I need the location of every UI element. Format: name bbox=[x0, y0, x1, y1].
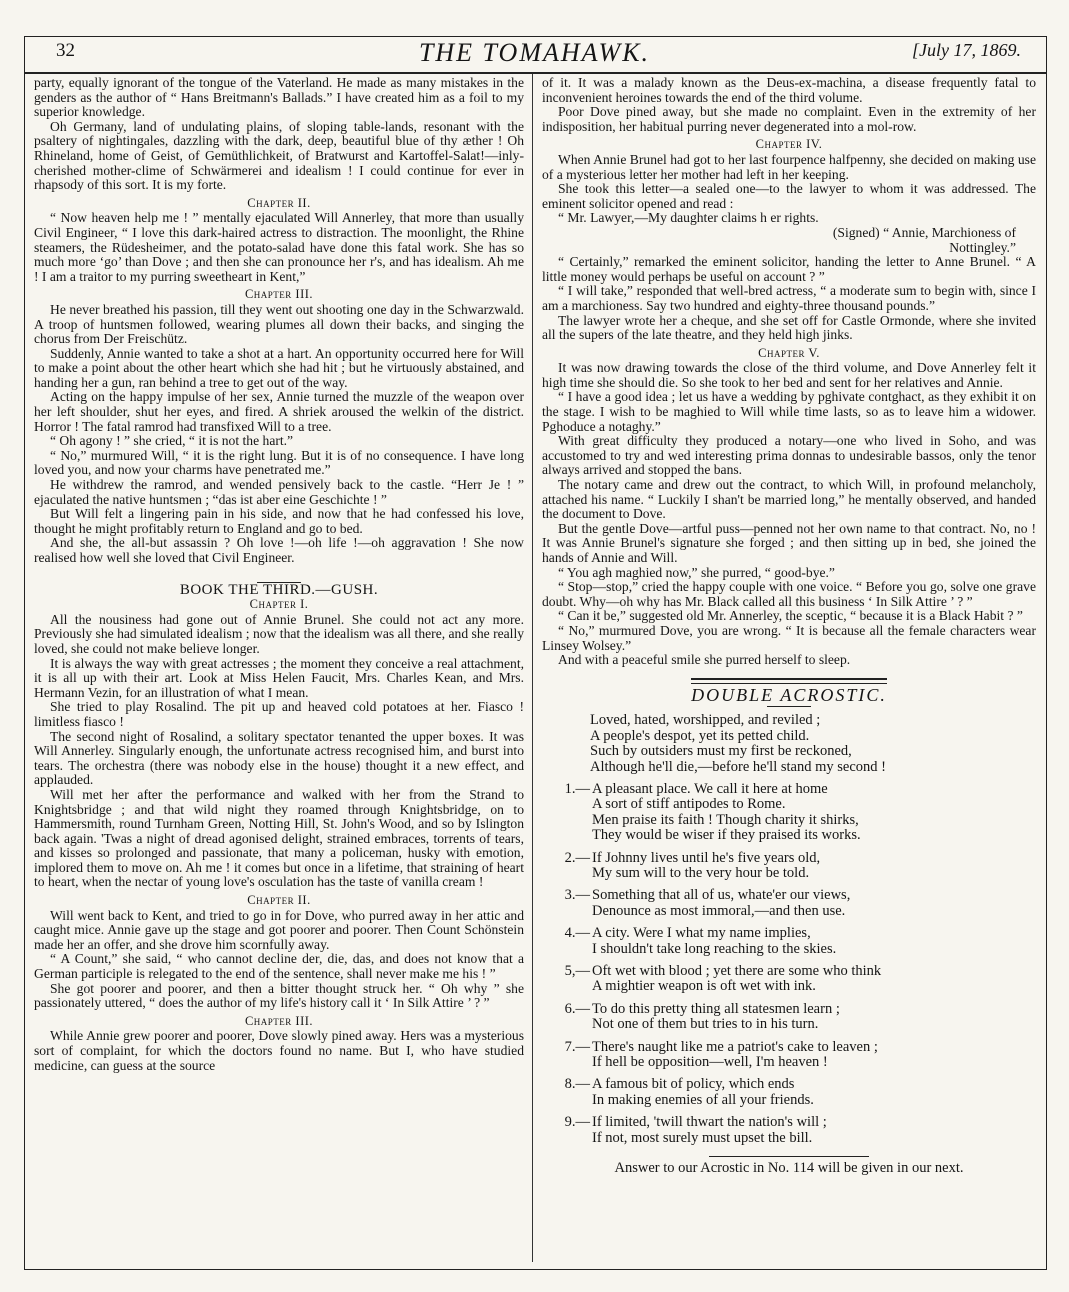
acrostic-intro bbox=[590, 713, 1036, 775]
paragraph: While Annie grew poorer and poorer, Dove slowly pined away. Hers was a mysterious sort of complaint, for which the doctors found no name. But I, who have studied medicine, can guess at the source bbox=[34, 1028, 524, 1073]
poem-line: A city. Were I what my name implies, bbox=[592, 925, 811, 942]
paragraph: Will went back to Kent, and tried to go in for Dove, who purred away in her attic and caught mice. Annie gave up the stage and got poorer and poorer. Then Count Schönstein made her an offer, and she drove him scornfully away. bbox=[34, 907, 524, 952]
chapter-heading: Chapter II. bbox=[247, 195, 311, 210]
paragraph: The second night of Rosalind, a solitary spectator tenanted the upper boxes. It was Will Annerley. Singularly enough, the unfortunate actress recognised him, and burst into tears. The orchestra (there was nobody else in the house) thought it a new effect, and applauded. bbox=[34, 728, 524, 788]
clue-number: 2.— bbox=[564, 849, 590, 866]
clue-number: 4.— bbox=[564, 925, 590, 942]
acrostic-clue bbox=[554, 1115, 1036, 1146]
paragraph: “ No,” murmured Dove, you are wrong. “ It is because all the female characters wear Linsey Wolsey.” bbox=[542, 622, 1036, 653]
poem-line: In making enemies of all your friends. bbox=[592, 1091, 814, 1108]
poem-line: They would be wiser if they praised its works. bbox=[592, 827, 861, 844]
chapter-heading: Chapter III. bbox=[244, 1013, 314, 1028]
poem-line: A sort of stiff antipodes to Rome. bbox=[592, 796, 786, 813]
chapter-heading: Chapter IV. bbox=[755, 137, 823, 152]
paragraph: “ Oh agony ! ” she cried, “ it is not the hart.” bbox=[50, 433, 294, 449]
poem-line: If not, most surely must upset the bill. bbox=[592, 1129, 813, 1146]
paragraph: All the nousiness had gone out of Annie Brunel. She could not act any more. Previously she had simulated idealism ; now that the idealism was all there, and she really loved, she could not make believe longer. bbox=[34, 611, 525, 656]
paragraph: It is always the way with great actresses ; the moment they conceive a real attachment, it is all up with their art. Look at Miss Helen Faucit, Mrs. Charles Kean, and Mrs. Hermann Vezin, for an illustration of what I mean. bbox=[34, 655, 524, 700]
paragraph: She took this letter—a sealed one—to the lawyer to whom it was addressed. The eminent solicitor opened and read : bbox=[542, 181, 1036, 211]
acrostic-clue bbox=[554, 926, 1036, 957]
paragraph: “ Can it be,” suggested old Mr. Annerley, the sceptic, “ because it is a Black Habit ? ” bbox=[558, 608, 1023, 624]
clue-number: 1.— bbox=[564, 780, 590, 797]
clue-number: 3.— bbox=[564, 887, 590, 904]
paragraph: “ I have a good idea ; let us have a wedding by pghivate contghact, as they exhibit it on the stage. I wish to be maghied to Will while time lasts, so as to leave him a widower. Pghoduce a notaghy.” bbox=[542, 389, 1036, 434]
paragraph: When Annie Brunel had got to her last fourpence halfpenny, she decided on making use of a mysterious letter her mother had left in her keeping. bbox=[542, 151, 1036, 182]
letter-signature: (Signed) “ Annie, Marchioness of bbox=[832, 224, 1016, 240]
frame-rule-right bbox=[1046, 36, 1047, 1269]
page-number: 32 bbox=[56, 40, 75, 61]
acrostic-poem bbox=[542, 713, 1036, 1146]
acrostic-clue bbox=[554, 964, 1036, 995]
poem-line: Denounce as most immoral,—and then use. bbox=[592, 902, 846, 919]
chapter-heading: Chapter II. bbox=[247, 893, 311, 908]
frame-rule-bottom bbox=[24, 1269, 1047, 1270]
poem-line: Something that all of us, whate'er our views, bbox=[592, 887, 851, 904]
poem-line: Oft wet with blood ; yet there are some who think bbox=[592, 963, 882, 980]
poem-line: A mightier weapon is oft wet with ink. bbox=[592, 978, 816, 995]
section-double-rule bbox=[691, 678, 887, 684]
answer-rule bbox=[709, 1156, 869, 1157]
poem-line: My sum will to the very hour be told. bbox=[592, 865, 810, 881]
poem-line: I shouldn't take long reaching to the skies. bbox=[592, 940, 837, 957]
paragraph: party, equally ignorant of the tongue of the Vaterland. He made as many mistakes in the genders as the author of “ Hans Breitmann's Ballads.” I have created him as a foil to my superior knowledge. bbox=[34, 75, 524, 120]
frame-rule-left bbox=[24, 36, 25, 1269]
paragraph: “ A Count,” she said, “ who cannot decline der, die, das, and does not know that a German participle is relegated to the end of the sentence, shall never make me his ! ” bbox=[34, 951, 524, 982]
paragraph: With great difficulty they produced a notary—one who lived in Soho, and was accustomed to try and wed interesting prima donnas to undesirable bassos, only the tenor always arrived and stopped the bans. bbox=[542, 433, 1036, 478]
issue-date: [July 17, 1869. bbox=[912, 40, 1021, 60]
chapter-heading: Chapter V. bbox=[758, 345, 820, 360]
poem-line: Loved, hated, worshipped, and reviled ; bbox=[590, 712, 821, 729]
poem-line: Men praise its faith ! Though charity it shirks, bbox=[592, 811, 859, 828]
paragraph: “ I will take,” responded that well-bred actress, “ a moderate sum to begin with, since I am a marchioness. Say two hundred and eighty-three thousand pounds.” bbox=[542, 283, 1036, 313]
paragraph: Suddenly, Annie wanted to take a shot at a hart. An opportunity occurred here for Will to make a point about the other heart which she had hit ; but he virtuously abstained, and handing her a gun, ran behind a tree to get out of the way. bbox=[34, 345, 524, 390]
paragraph: And she, the all-but assassin ? Oh love !—oh life !—oh aggravation ! She now realised how well she loved that Civil Engineer. bbox=[34, 535, 524, 565]
poem-line: If limited, 'twill thwart the nation's will ; bbox=[592, 1114, 827, 1131]
poem-line: If hell be opposition—well, I'm heaven ! bbox=[592, 1054, 828, 1071]
acrostic-answer-note: Answer to our Acrostic in No. 114 will be given in our next. bbox=[614, 1160, 964, 1177]
clue-number: 5,— bbox=[564, 963, 590, 980]
acrostic-clue bbox=[554, 1040, 1036, 1071]
paragraph: “ Mr. Lawyer,—My daughter claims h er rights. bbox=[558, 210, 819, 226]
frame-rule-top bbox=[24, 36, 1047, 37]
acrostic-clue bbox=[554, 1077, 1036, 1108]
paragraph: “ Certainly,” remarked the eminent solicitor, handing the letter to Anne Brunel. “ A little money would perhaps be useful on account ? ” bbox=[542, 254, 1036, 284]
acrostic-clue bbox=[554, 782, 1036, 844]
poem-line: A people's despot, yet its petted child. bbox=[590, 727, 810, 744]
paragraph: “ You agh maghied now,” she purred, “ good-bye.” bbox=[558, 564, 835, 580]
poem-line: There's naught like me a patriot's cake to leaven ; bbox=[592, 1038, 878, 1055]
paragraph: It was now drawing towards the close of the third volume, and Dove Annerley felt it high time she should die. So she took to her bed and sent for her relatives and Annie. bbox=[542, 360, 1036, 390]
clue-number: 8.— bbox=[564, 1076, 590, 1093]
poem-line: A pleasant place. We call it here at home bbox=[592, 780, 828, 797]
header-rule bbox=[24, 72, 1047, 74]
clue-number: 6.— bbox=[564, 1000, 590, 1017]
poem-line: To do this pretty thing all statesmen learn ; bbox=[592, 1000, 840, 1017]
chapter-heading: Chapter I. bbox=[249, 597, 309, 612]
left-column bbox=[34, 76, 524, 1073]
poem-line: If Johnny lives until he's five years old, bbox=[592, 849, 821, 866]
paragraph: “ Stop—stop,” cried the happy couple with one voice. “ Before you go, solve one grave doubt. Why—oh why has Mr. Black called all this business ‘ In Silk Attire ’ ? ” bbox=[542, 579, 1036, 609]
paragraph: And with a peaceful smile she purred herself to sleep. bbox=[558, 652, 851, 668]
paragraph: of it. It was a malady known as the Deus-ex-machina, a disease frequently fatal to inconvenient heroines towards the end of the third volume. bbox=[542, 75, 1036, 105]
poem-line: Such by outsiders must my first be reckoned, bbox=[590, 743, 852, 760]
title-rule bbox=[767, 706, 811, 707]
book-heading: BOOK THE THIRD.—GUSH. bbox=[179, 581, 379, 598]
clue-number: 9.— bbox=[564, 1114, 590, 1131]
paragraph: “ Now heaven help me ! ” mentally ejaculated Will Annerley, that more than usually Civil Engineer, “ I love this dark-haired actress to distraction. The moonlight, the Rhine steamers, the Rüdesheimer, and the potato-salad have done this fatal work. She has so much more ‘go’ than Dove ; and then she can pronounce her r's, and has idealism. Ah me ! I am a traitor to my purring sweetheart in Kent,” bbox=[34, 210, 524, 284]
paragraph: “ No,” murmured Will, “ it is the right lung. But it is of no consequence. I have long loved you, and now your charms have penetrated me.” bbox=[34, 447, 524, 478]
paragraph: But Will felt a lingering pain in his side, and now that he had confessed his love, thought he might profitably return to England and go to bed. bbox=[34, 506, 524, 536]
acrostic-clue bbox=[554, 888, 1036, 919]
column-separator bbox=[532, 74, 533, 1262]
paragraph: Poor Dove pined away, but she made no complaint. Even in the extremity of her indisposition, her habitual purring never degenerated into a mol-row. bbox=[542, 104, 1036, 134]
paragraph: Acting on the happy impulse of her sex, Annie turned the muzzle of the weapon over her left shoulder, shut her eyes, and fired. A shriek aroused the welkin of the district. Horror ! The fatal ramrod had transfixed Will to a tree. bbox=[34, 389, 524, 434]
poem-line: Not one of them but tries to in his turn. bbox=[592, 1016, 819, 1033]
poem-line: Although he'll die,—before he'll stand my second ! bbox=[590, 758, 886, 775]
paragraph: She got poorer and poorer, and then a bitter thought struck her. “ Oh why ” she passionately uttered, “ does the author of my life's history call it ‘ In Silk Attire ’ ? ” bbox=[34, 980, 524, 1011]
clue-number: 7.— bbox=[564, 1038, 590, 1055]
masthead-title: THE TOMAHAWK. bbox=[418, 38, 651, 67]
intro-section bbox=[34, 76, 524, 193]
paragraph: Oh Germany, land of undulating plains, of sloping table-lands, resonant with the psaltery of nightingales, dazzling with the dark, deep, beautiful blue of thy æther ! Oh Rhineland, home of Geist, of Gemüthlichkeit, of Bratwurst and Kartoffel-Salat!—inly-cherished mother-clime of Schwärmerei and idealism ! I could continue for ever in rhapsody of this sort. It is my forte. bbox=[34, 118, 524, 193]
paragraph: Will met her after the performance and walked with her from the Strand to Knightsbridge ; and that wild night they roamed through Knightsbridge, on to Hammersmith, round Turnham Green, Notting Hill, St. John's Wood, and so by Islington back again. 'Twas a night of dread agonised delight, strained embraces, torrents of tears, and kisses so prolonged and passionate, that many a policeman, husky with emotion, implored them to move on. Ah me ! it comes but once in a lifetime, that straining of heart to heart, when the nectar of young love's osculation has the taste of vanilla cream ! bbox=[34, 786, 524, 890]
paragraph: She tried to play Rosalind. The pit up and heaved cold potatoes at her. Fiasco ! limitless fiasco ! bbox=[34, 699, 524, 729]
acrostic-clue bbox=[554, 851, 1036, 882]
paragraph: The lawyer wrote her a cheque, and she set off for Castle Ormonde, where she invited all the supers of the late theatre, and they held high jinks. bbox=[542, 312, 1036, 343]
letter-signature-title: Nottingley.” bbox=[949, 239, 1016, 255]
right-column bbox=[542, 76, 1036, 1176]
paragraph: He withdrew the ramrod, and wended pensively back to the castle. “Herr Je ! ” ejaculated the native huntsmen ; “das ist aber eine Geschichte ! ” bbox=[34, 477, 524, 507]
acrostic-title: DOUBLE ACROSTIC. bbox=[691, 684, 887, 705]
chapter-heading: Chapter III. bbox=[244, 287, 314, 302]
paragraph: He never breathed his passion, till they went out shooting one day in the Schwarzwald. A troop of huntsmen followed, wearing plumes all down their backs, and singing the chorus from Der Freischütz. bbox=[34, 301, 524, 347]
paragraph: The notary came and drew out the contract, to which Will, in profound melancholy, attached his name. “ Luckily I shan't be married long,” he mentally observed, and handed the document to Dove. bbox=[542, 477, 1036, 522]
paragraph: But the gentle Dove—artful puss—penned not her own name to that contract. No, no ! It was Annie Brunel's signature she forged ; and then sitting up in bed, she joined the hands of Annie and Will. bbox=[542, 520, 1036, 565]
acrostic-clue bbox=[554, 1002, 1036, 1033]
poem-line: A famous bit of policy, which ends bbox=[592, 1076, 795, 1093]
